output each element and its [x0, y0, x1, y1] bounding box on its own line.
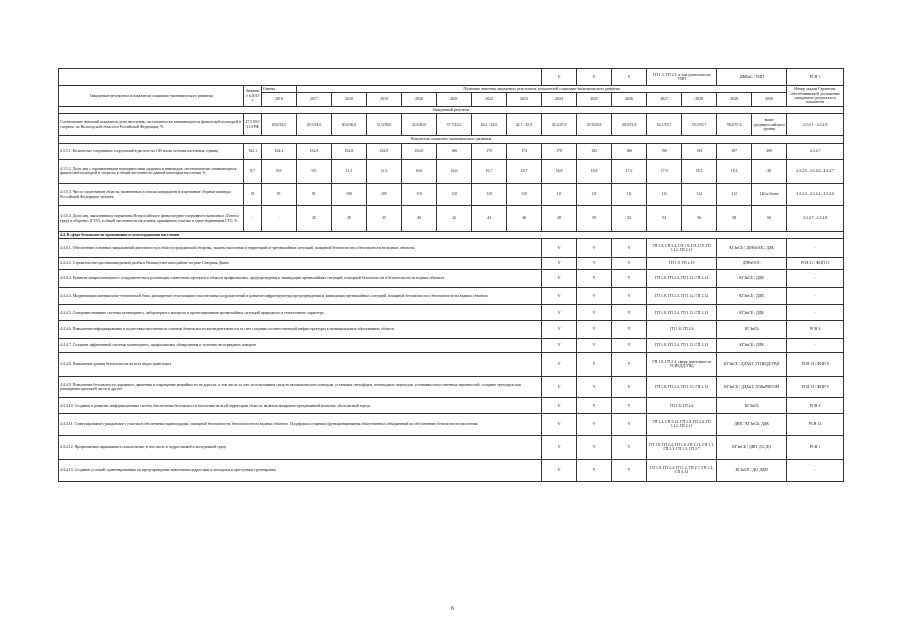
header-base: Значение в 2015 г. — [244, 86, 262, 107]
year-value: 29,5/34,0 — [296, 114, 331, 136]
executor-cell: КГЗиСБ / ДВП, ДЗ, ДО — [717, 435, 787, 459]
indicator-name: 4.3.5.3. Число спортсменов области, включенных в списки кандидатов в спортивные сборные команды Российской Федерации, человек — [59, 183, 244, 205]
year-value: 48 — [542, 206, 577, 232]
year-value: 110 — [436, 183, 471, 205]
year-value: 174 — [507, 143, 542, 159]
year-value: 166 — [436, 143, 471, 159]
year-value: 25 — [296, 206, 331, 232]
year-value: 32,9/40,0 — [401, 114, 436, 136]
rsn-cell: РСН 12 — [787, 414, 844, 435]
task-row — [59, 398, 844, 414]
indicator-row — [59, 159, 844, 183]
strategy-table — [58, 68, 844, 482]
year-value: 16,8 — [577, 159, 612, 183]
executor-cell: КГЗиСБ — [717, 398, 787, 414]
year-value: 8,9 — [261, 159, 296, 183]
v-mark: V — [542, 321, 577, 338]
section-title: 4.4. В сфере безопасности проживания и самосохранения населения — [59, 232, 844, 239]
task-row — [59, 305, 844, 321]
executor-cell: КГЗиСБ / ДЛК — [717, 338, 787, 352]
year-value: выше среднероссийского уровня — [752, 114, 787, 136]
executor-cell: ДФКиС / УИП — [717, 69, 787, 86]
rsn-cell: РСН 4 — [787, 398, 844, 414]
header-year: 2030 — [752, 92, 787, 106]
gp-cell: ГП 1.8, ГП 2.4 — [647, 398, 717, 414]
year-value: 111 — [542, 183, 577, 205]
task-name: 4.4.4.4. Модернизация материально-технической базы, расширение сети пожарно-спасательных подразделений и развитие инфраструктуры предупреждения и ликвидации чрезвычайных ситуаций, пожарной безопасности и безопасности на водных объектах — [59, 288, 542, 305]
v-mark: V — [577, 398, 612, 414]
executor-cell: КГЗиСБ / ДПРиООС, ДДК — [717, 239, 787, 257]
v-mark: V — [542, 352, 577, 376]
expected-row — [59, 114, 844, 136]
task-row — [59, 352, 844, 376]
gp-cell: ГП 1.8, ГП 2.4, ГП 1.12, ГП 2.12 — [647, 288, 717, 305]
v-mark: V — [577, 69, 612, 86]
task-ref: 4.3.4.7., 4.3.4.8 — [787, 206, 844, 232]
v-mark: V — [542, 338, 577, 352]
task-name: 4.4.4.5. Совершенствование системы мониторинга, лабораторного контроля и прогнозирования чрезвычайных ситуаций природного и техногенного характера — [59, 305, 542, 321]
task-name: 4.4.4.2. Строительство противопаводковой дамбы в Великоустюгском районе на реке Северная Двина — [59, 257, 542, 269]
year-value: 58 — [717, 206, 752, 232]
v-mark: V — [542, 398, 577, 414]
task-row — [59, 257, 844, 269]
v-mark: V — [612, 305, 647, 321]
header-year: 2019 — [366, 92, 401, 106]
task-name: 4.4.4.13. Создание условий, ориентированных на предупреждение вовлечения подростков и молодежи в преступные группировки — [59, 459, 542, 481]
year-value: 17,9 — [647, 159, 682, 183]
v-mark: V — [577, 288, 612, 305]
rsn-cell: - — [787, 338, 844, 352]
gp-cell: ГП 1.3, ГП 2.3, в том деятельности УНП — [647, 69, 717, 86]
gp-cell: ГП 1.4, ГП 2.14, ГП 1.8, ГП 2.4, ГП 1.12, ГП 2.12 — [647, 414, 717, 435]
year-value: 110 — [507, 183, 542, 205]
year-value: 12,3 — [366, 159, 401, 183]
header-year: 2028 — [682, 92, 717, 106]
v-mark: V — [542, 239, 577, 257]
year-value: 16,6 — [436, 159, 471, 183]
header-year: 2026 — [612, 92, 647, 106]
gp-cell: ГП 1.9, ГП 2.19 — [647, 257, 717, 269]
header-eval: Оценка — [261, 86, 296, 93]
year-value: 19,1 — [717, 159, 752, 183]
indicator-name: 4.3.5.2. Доля лиц с ограниченными возможностями здоровья и инвалидов, систематически занимающихся физической культурой и спортом, в общей численности данной категории населения, % — [59, 159, 244, 183]
executor-cell: КГЗиСБ / ДДК — [717, 305, 787, 321]
year-value: 111 — [577, 183, 612, 205]
year-value: 45,2/47,9 — [542, 114, 577, 136]
task-row — [59, 414, 844, 435]
expected-label: Ожидаемый результат — [59, 106, 844, 113]
v-mark: V — [577, 435, 612, 459]
year-value: 30,0/36,0 — [331, 114, 366, 136]
v-mark: V — [542, 69, 577, 86]
v-mark: V — [577, 376, 612, 397]
v-mark: V — [612, 69, 647, 86]
task-row — [59, 269, 844, 287]
executor-cell: КГЗиСБ / ДО, ДВП — [717, 459, 787, 481]
header-year: 2025 — [577, 92, 612, 106]
year-value: 30 — [331, 206, 366, 232]
v-mark: V — [542, 459, 577, 481]
v-mark: V — [612, 321, 647, 338]
v-mark: V — [577, 321, 612, 338]
header-year: 2027 — [647, 92, 682, 106]
year-value: 111 — [612, 183, 647, 205]
year-value: 111 — [647, 183, 682, 205]
task-ref: 4.3.4.5., 4.3.4.6., 4.3.4.7 — [787, 159, 844, 183]
year-value: 31,5/38,0 — [366, 114, 401, 136]
task-name: 4.4.4.10. Создание и развитие информационных систем обеспечения безопасности населения на всей территории области, включая аппаратно-программный комплекс «Безопасный город» — [59, 398, 542, 414]
base-value: 27,5 ВО/ 31,9 РФ — [244, 114, 262, 136]
header-plan: Плановые значения ожидаемых результатов, показателей социально-экономического развития — [296, 86, 786, 93]
gp-cell: ГП 1.8, ГП 2.4 — [647, 321, 717, 338]
v-mark: V — [612, 435, 647, 459]
task-name: 4.4.4.7. Создание эффективной системы мониторинга, профилактики, обнаружения и тушения лесотравдных пожаров — [59, 338, 542, 352]
v-mark: V — [612, 398, 647, 414]
header-year: 2020 — [401, 92, 436, 106]
year-value: 162,8 — [331, 143, 366, 159]
gp-cell: ГП 1.8, ГП 2.4, ГП 1.12, ГП 2.12 — [647, 269, 717, 287]
header-year: 2018 — [331, 92, 366, 106]
task-name: 4.4.4.11. Стимулирование гражданского участия в обеспечении правопорядка, пожарной безопасности, безопасности на водных объектах. Поддержка создания и функционирования общественных объединений по обеспечению безопасности населения — [59, 414, 542, 435]
gp-cell: ГП 1.8, ГП 2.4, сфере деятельности УГИБДД/УВД — [647, 352, 717, 376]
year-value: 16,8 — [542, 159, 577, 183]
v-mark: V — [542, 257, 577, 269]
v-mark: V — [577, 239, 612, 257]
executor-cell: КГЗиСБ — [717, 321, 787, 338]
v-mark: V — [612, 239, 647, 257]
header-year: 2016 — [261, 92, 296, 106]
v-mark: V — [612, 257, 647, 269]
year-value: 35 — [366, 206, 401, 232]
indicator-row — [59, 143, 844, 159]
rsn-cell: - — [787, 459, 844, 481]
v-mark: V — [577, 305, 612, 321]
gp-cell: ГП 1.8, ГП 2.4, ГП 1.12, ГП 2.12 — [647, 305, 717, 321]
indicator-row — [59, 206, 844, 232]
year-value: 49,0/51,8 — [612, 114, 647, 136]
section-row — [59, 232, 844, 239]
v-mark: V — [577, 338, 612, 352]
executor-cell: КГЗиСБ / ДДК — [717, 269, 787, 287]
year-value: 105 — [366, 183, 401, 205]
year-value: 11,1 — [331, 159, 366, 183]
label-row — [59, 106, 844, 113]
task-row — [59, 69, 844, 86]
rsn-cell: - — [787, 239, 844, 257]
task-row — [59, 435, 844, 459]
gp-cell: ГП 1.8, ГП 2.4, ГП 1.4, ГП 2.14, ГП 1.1, ГП 2.2, ГП 1.3, ГП 2.7 — [647, 435, 717, 459]
task-row — [59, 459, 844, 481]
header-task: Номер задачи Стратегии, обеспечивающей достижение ожидаемого результата и показателя — [787, 86, 844, 107]
rsn-cell: РСН 13 / ФЦП 9 — [787, 352, 844, 376]
v-mark: V — [577, 269, 612, 287]
header-year: 2023 — [507, 92, 542, 106]
indicator-name: 4.3.5.4. Доля лиц, выполнивших нормативы Всероссийского физкультурно-спортивного комплекса «Готов к труду и обороне» (ГТО), в общей численности населения, принявшего участие в сдаче нормативов ГТО, % — [59, 206, 244, 232]
executor-cell: ДВП / КГЗиСБ, ДДК — [717, 414, 787, 435]
task-name — [59, 69, 542, 86]
year-value: 16,7 — [472, 159, 507, 183]
rsn-cell: РСН 1 — [787, 435, 844, 459]
v-mark: V — [612, 376, 647, 397]
rsn-cell: РСН 21 / ФЦП 11 — [787, 257, 844, 269]
v-mark: V — [542, 288, 577, 305]
task-name: 4.4.4.3. Развитие межрегионального сотрудничества в реализации совместных проектов в области профилактики, предупреждения и ликвидации чрезвычайных ситуаций, пожарной безопасности и безопасности на водных объектах — [59, 269, 542, 287]
year-value: 186 — [612, 143, 647, 159]
task-row — [59, 288, 844, 305]
task-row — [59, 376, 844, 397]
v-mark: V — [542, 305, 577, 321]
gp-cell: ГП 1.8, ГП 2.4, ГП 1.2, ГП 2.7, ГП 1.4, ГП 2.14 — [647, 459, 717, 481]
year-value: 140 и более — [752, 183, 787, 205]
header-year: 2021 — [436, 92, 471, 106]
rsn-cell: - — [787, 305, 844, 321]
task-ref: 4.3.4.7 — [787, 143, 844, 159]
year-value: 47,6/49,8 — [577, 114, 612, 136]
year-value: 52,1/53,7 — [647, 114, 682, 136]
v-mark: V — [612, 288, 647, 305]
task-ref: 4.3.4.1 - 4.3.4.8 — [787, 114, 844, 136]
rsn-cell: - — [787, 269, 844, 287]
task-row — [59, 321, 844, 338]
year-value: 194 — [682, 143, 717, 159]
year-value: 91 — [261, 183, 296, 205]
year-value: - — [261, 206, 296, 232]
page-number: 6 — [451, 606, 454, 612]
v-mark: V — [612, 352, 647, 376]
year-value: 60 — [752, 206, 787, 232]
header-year: 2017 — [296, 92, 331, 106]
year-value: 16,6 — [401, 159, 436, 183]
base-value: 162,1 — [244, 143, 262, 159]
executor-cell: ДПРиООС — [717, 257, 787, 269]
executor-cell: КГЗиСБ / ДДК — [717, 288, 787, 305]
year-value: 100 — [331, 183, 366, 205]
v-mark: V — [542, 269, 577, 287]
year-value: 182 — [577, 143, 612, 159]
task-name: 4.4.4.1. Обеспечение основных направлений деятельности в области гражданской обороны, защиты населения и территорий от чрезвычайных ситуаций, пожарной безопасности и безопасности на водных объектах — [59, 239, 542, 257]
task-name: 4.4.4.6. Повышение информирования и подготовки населения по основам безопасности жизнедеятельности за счет создания соответствующей инфраструктуры в муниципальных образованиях области — [59, 321, 542, 338]
label-row — [59, 136, 844, 143]
v-mark: V — [612, 269, 647, 287]
task-row — [59, 239, 844, 257]
year-value: 42,7 / 45,9 — [507, 114, 542, 136]
header-year: 2029 — [717, 92, 752, 106]
year-value: 162,4 — [261, 143, 296, 159]
task-name: 4.4.4.12. Профилактика наркомании и алкоголизма, в том числе в подростковой и молодежной среде — [59, 435, 542, 459]
year-value: 162,8 — [296, 143, 331, 159]
year-value: 28,0/32,0 — [261, 114, 296, 136]
task-name: 4.4.4.8. Повышение уровня безопасности на всех видах транспорта — [59, 352, 542, 376]
v-mark: V — [577, 459, 612, 481]
expected-name: Соотношение значений показателя доли населения, систематически занимающегося физической культурой и спортом, по Вологодской области и Российской Федерации, % — [59, 114, 244, 136]
year-value: 54 — [647, 206, 682, 232]
v-mark: V — [542, 414, 577, 435]
year-value: 42 — [436, 206, 471, 232]
year-value: 110 — [401, 183, 436, 205]
header-year: 2024 — [542, 92, 577, 106]
year-value: 58,4/57,6 — [717, 114, 752, 136]
year-value: 163,0 — [401, 143, 436, 159]
v-mark: V — [612, 459, 647, 481]
indicator-row — [59, 183, 844, 205]
base-value: 8,7 — [244, 159, 262, 183]
v-mark: V — [577, 352, 612, 376]
executor-cell: КГЗиСБ / ДДХиТ, ДЭКиРИОЭМ — [717, 376, 787, 397]
year-value: 55,5/55,7 — [682, 114, 717, 136]
rsn-cell: РСН 1 — [787, 69, 844, 86]
task-row — [59, 338, 844, 352]
v-mark: V — [612, 414, 647, 435]
year-value: 40 — [401, 206, 436, 232]
year-value: 44 — [472, 206, 507, 232]
year-value: 20 — [752, 159, 787, 183]
gp-cell: ГП 1.8, ГП 2.4, ГП 1.12, ГП 2.12 — [647, 338, 717, 352]
indicator-name: 4.3.5.1. Количество спортивных сооружений в расчете на 100 тысяч человек населения, единиц — [59, 143, 244, 159]
year-value: 110 — [472, 183, 507, 205]
year-value: 197 — [717, 143, 752, 159]
year-value: 162,9 — [366, 143, 401, 159]
executor-cell: КГЗиСБ / ДДХиТ, УГИБДД/УВД — [717, 352, 787, 376]
v-mark: V — [577, 414, 612, 435]
year-value: 190 — [647, 143, 682, 159]
year-value: 37,7/42,0 — [436, 114, 471, 136]
base-value: - — [244, 206, 262, 232]
year-value: 112 — [682, 183, 717, 205]
v-mark: V — [612, 338, 647, 352]
v-mark: V — [577, 257, 612, 269]
year-value: 16,7 — [507, 159, 542, 183]
year-value: 170 — [472, 143, 507, 159]
rsn-cell: - — [787, 288, 844, 305]
header-year: 2022 — [472, 92, 507, 106]
year-value: 9,9 — [296, 159, 331, 183]
v-mark: V — [542, 435, 577, 459]
rsn-cell: РСН 13 / ФЦП 9 — [787, 376, 844, 397]
year-value: 17,2 — [612, 159, 647, 183]
gp-cell: ГП 1.8, ГП 2.4, ГП 1.9, ГП 2.19, ГП 1.12, ГП 2.12 — [647, 239, 717, 257]
year-value: 56 — [682, 206, 717, 232]
year-value: 40,2 / 44,0 — [472, 114, 507, 136]
year-value: 18,5 — [682, 159, 717, 183]
year-value: 112 — [717, 183, 752, 205]
year-value: 91 — [296, 183, 331, 205]
year-value: 52 — [612, 206, 647, 232]
task-ref: 4.3.4.3., 4.3.4.4., 4.3.4.6 — [787, 183, 844, 205]
header-results: Ожидаемые результаты и показатели социально-экономического развития — [59, 86, 244, 107]
year-value: 50 — [577, 206, 612, 232]
year-value: 178 — [542, 143, 577, 159]
task-name: 4.4.4.9. Повышение безопасности дорожного движения и сокращение аварийности на дорогах, в том числе за счет использования средств автоматического контроля, установки светофоров, пешеходных переходов, установки искусственных неровностей, создание тротуаров или расширение проезжей части и другое — [59, 376, 542, 397]
rsn-cell: РСН 4 — [787, 321, 844, 338]
year-value: 46 — [507, 206, 542, 232]
base-value: 91 — [244, 183, 262, 205]
v-mark: V — [542, 376, 577, 397]
gp-cell: ГП 1.8, ГП 2.4, ГП 1.15, ГП 2.15 — [647, 376, 717, 397]
year-value: 209 — [752, 143, 787, 159]
document-page — [58, 68, 844, 482]
indicators-label: Показатели социально-экономического развития — [59, 136, 844, 143]
header-row — [59, 86, 844, 93]
